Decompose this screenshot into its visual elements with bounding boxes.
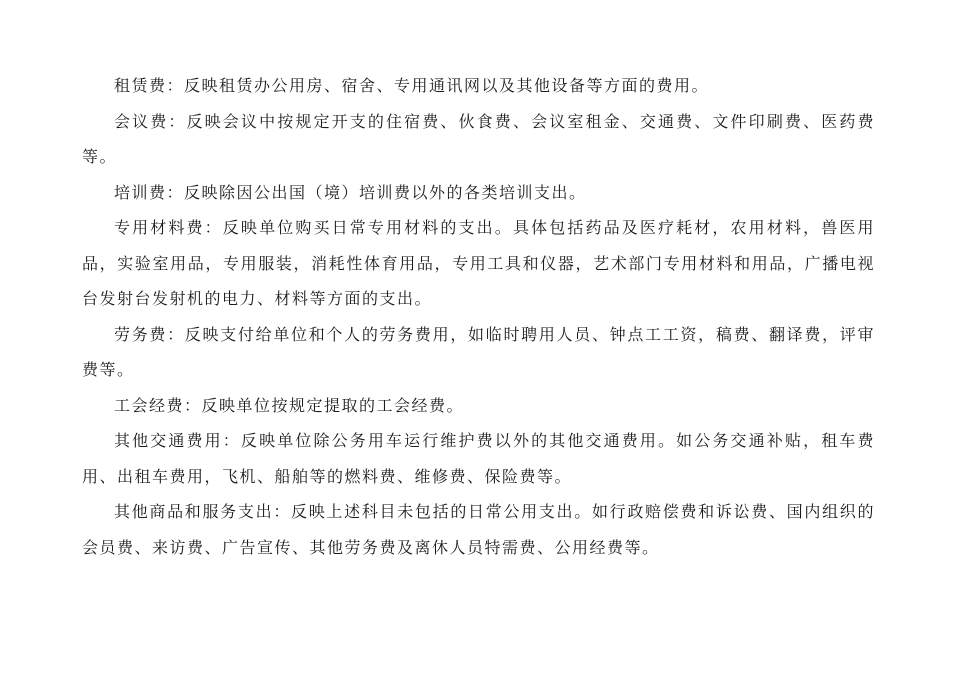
paragraph-labor-fee: 劳务费：反映支付给单位和个人的劳务费用，如临时聘用人员、钟点工工资，稿费、翻译费，评审费等。	[82, 324, 875, 379]
paragraph-union-fee: 工会经费：反映单位按规定提取的工会经费。	[114, 395, 465, 415]
paragraph-other-transport-fee: 其他交通费用：反映单位除公务用车运行维护费以外的其他交通费用。如公务交通补贴，租车费用、出租车费用，飞机、船舶等的燃料费、维修费、保险费等。	[82, 431, 875, 486]
paragraph-training-fee: 培训费：反映除因公出国（境）培训费以外的各类培训支出。	[114, 182, 587, 202]
document-body	[82, 68, 875, 565]
paragraph-rental-fee: 租赁费：反映租赁办公用房、宿舍、专用通讯网以及其他设备等方面的费用。	[114, 76, 710, 95]
paragraph-other-goods-services: 其他商品和服务支出：反映上述科目未包括的日常公用支出。如行政赔偿费和诉讼费、国内组织的会员费、来访费、广告宣传、其他劳务费及离休人员特需费、公用经费等。	[82, 502, 875, 557]
paragraph-meeting-fee: 会议费：反映会议中按规定开支的住宿费、伙食费、会议室租金、交通费、文件印刷费、医药费等。	[82, 111, 875, 166]
paragraph-special-materials-fee: 专用材料费：反映单位购买日常专用材料的支出。具体包括药品及医疗耗材，农用材料，兽医用品，实验室用品，专用服装，消耗性体育用品，专用工具和仪器，艺术部门专用材料和用品，广播电视台发射台发射机的电力、材料等方面的支出。	[82, 218, 875, 308]
